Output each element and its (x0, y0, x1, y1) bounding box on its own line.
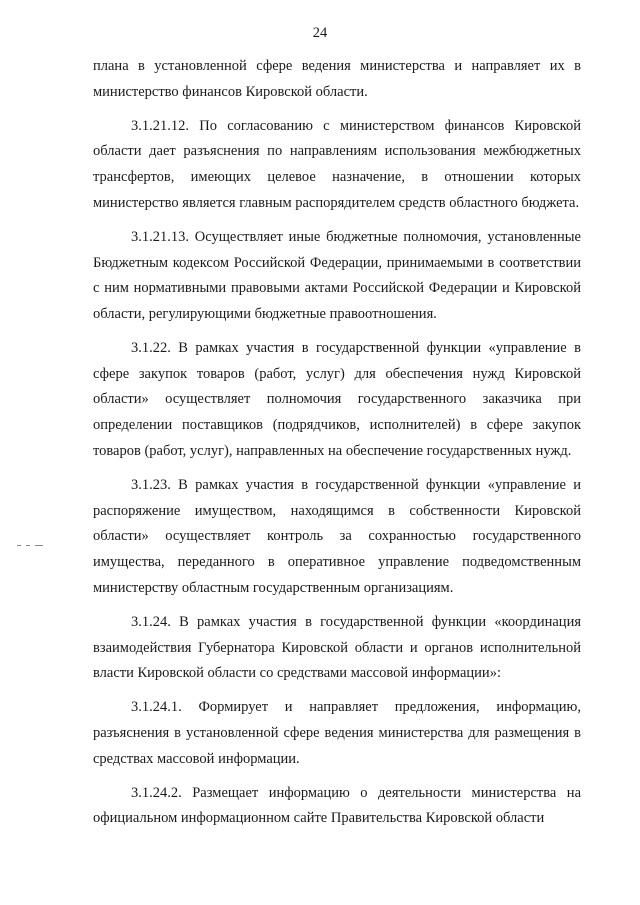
page-number: 24 (312, 25, 328, 41)
margin-mark-dash (35, 545, 43, 546)
paragraph-3-1-21-12: 3.1.21.12. По согласованию с министерством финансов Кировской области дает разъяснения по направлениям использования межбюджетных трансфертов, имеющих целевое назначение, в отношении которых министерство является главным распорядителем средств областного бюджета. (93, 117, 581, 211)
margin-scan-mark (17, 545, 47, 547)
paragraph-continuation: плана в установленной сфере ведения министерства и направляет их в министерство финансов Кировской области. (93, 58, 581, 100)
margin-mark-dash (17, 545, 21, 546)
paragraph-3-1-23: 3.1.23. В рамках участия в государственной функции «управление и распоряжение имуществом, находящимся в собственности Кировской области» осуществляет контроль за сохранностью государственного имущества, переданного в оперативное управление подведомственным министерству областным государственным организациям. (93, 476, 581, 597)
document-body (93, 54, 581, 840)
paragraph-3-1-21-13: 3.1.21.13. Осуществляет иные бюджетные полномочия, установленные Бюджетным кодексом Российской Федерации, принимаемыми в соответствии с ним нормативными правовыми актами Российской Федерации и Кировской области, регулирующими бюджетные правоотношения. (93, 228, 581, 323)
paragraph-3-1-22: 3.1.22. В рамках участия в государственной функции «управление в сфере закупок товаров (работ, услуг) для обеспечения нужд Кировской области» осуществляет полномочия государственного заказчика при определении поставщиков (подрядчиков, исполнителей) в сфере закупок товаров (работ, услуг), направленных на обеспечение государственных нужд. (93, 339, 581, 460)
margin-mark-dash (26, 545, 30, 546)
paragraph-3-1-24-1: 3.1.24.1. Формирует и направляет предложения, информацию, разъяснения в установленной сфере ведения министерства для размещения в средствах массовой информации. (93, 699, 581, 767)
paragraph-3-1-24: 3.1.24. В рамках участия в государственной функции «координация взаимодействия Губернатора Кировской области и органов исполнительной власти Кировской области со средствами массовой информации»: (93, 613, 581, 682)
paragraph-3-1-24-2: 3.1.24.2. Размещает информацию о деятельности министерства на официальном информационном сайте Правительства Кировской области (93, 784, 581, 827)
